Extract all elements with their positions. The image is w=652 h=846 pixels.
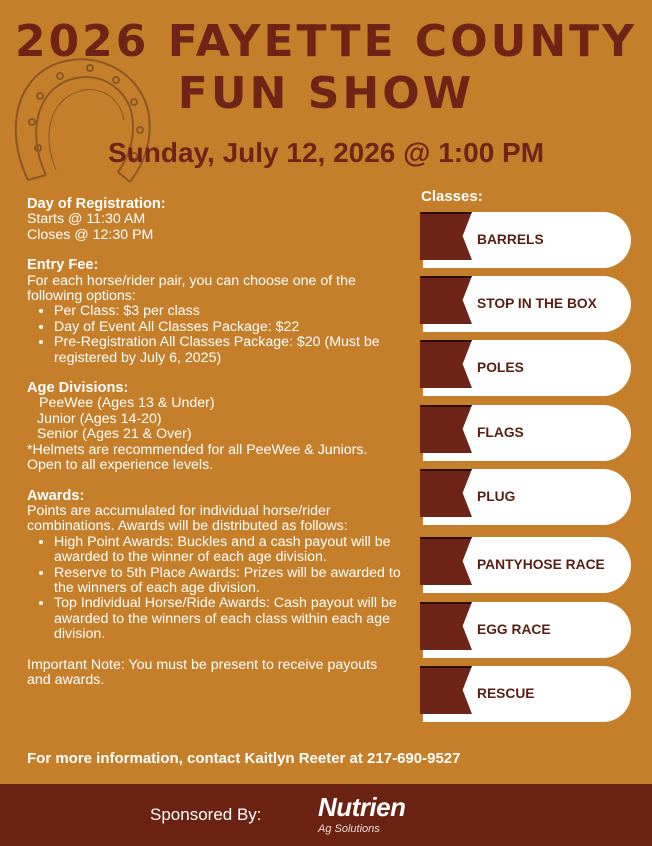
division-item: Senior (Ages 21 & Over) [37,426,192,443]
division-item: PeeWee (Ages 13 & Under) [39,395,215,412]
class-label: RESCUE [477,686,535,701]
sponsor-footer [0,784,652,846]
awards-list [27,535,402,643]
ribbon-icon [420,276,472,324]
sponsor-logo-subtitle: Ag Solutions [318,823,380,835]
ribbon-icon [420,469,472,517]
class-label: STOP IN THE BOX [477,296,597,311]
class-poles [423,340,631,396]
age-divisions-section [27,381,402,473]
class-label: BARRELS [477,232,544,247]
list-item: • Top Individual Horse/Ride Awards: Cash payout will be awarded to the winners of each class within each age division. [54,596,402,642]
entry-fee-intro: For each horse/rider pair, you can choose one of the following options: [27,272,356,305]
page-subtitle: FUN SHOW [177,68,475,119]
classes-heading: Classes: [421,188,483,205]
registration-start: Starts @ 11:30 AM [27,211,146,228]
awards-intro: Points are accumulated for individual horse/rider combinations. Awards will be distributed as follows: [27,502,348,535]
ribbon-icon [420,537,472,585]
awards-heading: Awards: [27,487,85,504]
entry-fee-section [27,258,402,366]
sponsored-by-label: Sponsored By: [150,805,262,824]
info-column [27,197,402,688]
class-label: EGG RACE [477,622,551,637]
class-label: PLUG [477,489,516,504]
ribbon-icon [420,666,472,714]
important-note: Important Note: You must be present to receive payouts and awards. [27,656,378,688]
ribbon-icon [420,405,472,453]
age-divisions-heading: Age Divisions: [27,380,129,397]
registration-section [27,197,402,243]
list-item: • Pre-Registration All Classes Package: $20 (Must be registered by July 6, 2025) [54,335,402,366]
class-stop-in-the-box [423,276,631,332]
class-egg-race [423,602,631,658]
helmet-note: *Helmets are recommended for all PeeWee & Juniors. Open to all experience levels. [27,441,368,474]
entry-fee-heading: Entry Fee: [27,257,99,274]
class-rescue [423,666,631,722]
class-pantyhose-race [423,537,631,593]
list-item: • High Point Awards: Buckles and a cash payout will be awarded to the winner of each age division. [54,535,402,566]
sponsor-logo: Nutrien [318,792,406,822]
registration-heading: Day of Registration: [27,196,166,212]
class-barrels [423,212,631,268]
ribbon-icon [420,602,472,650]
contact-line: For more information, contact Kaitlyn Reeter at 217-690-9527 [27,750,461,767]
awards-section [27,489,402,643]
class-label: POLES [477,360,524,375]
list-item: • Per Class: $3 per class [54,304,402,319]
list-item: • Day of Event All Classes Package: $22 [54,320,402,335]
registration-close: Closes @ 12:30 PM [27,226,154,243]
class-plug [423,469,631,525]
ribbon-icon [420,212,472,260]
list-item: • Reserve to 5th Place Awards: Prizes will be awarded to the winners of each age division. [54,566,402,597]
class-label: FLAGS [477,425,524,440]
event-date: Sunday, July 12, 2026 @ 1:00 PM [107,137,545,168]
class-flags [423,405,631,461]
ribbon-icon [420,340,472,388]
class-label: PANTYHOSE RACE [477,557,605,572]
page-title: 2026 FAYETTE COUNTY [14,16,638,67]
entry-fee-options [27,304,402,366]
division-item: Junior (Ages 14-20) [37,410,162,427]
